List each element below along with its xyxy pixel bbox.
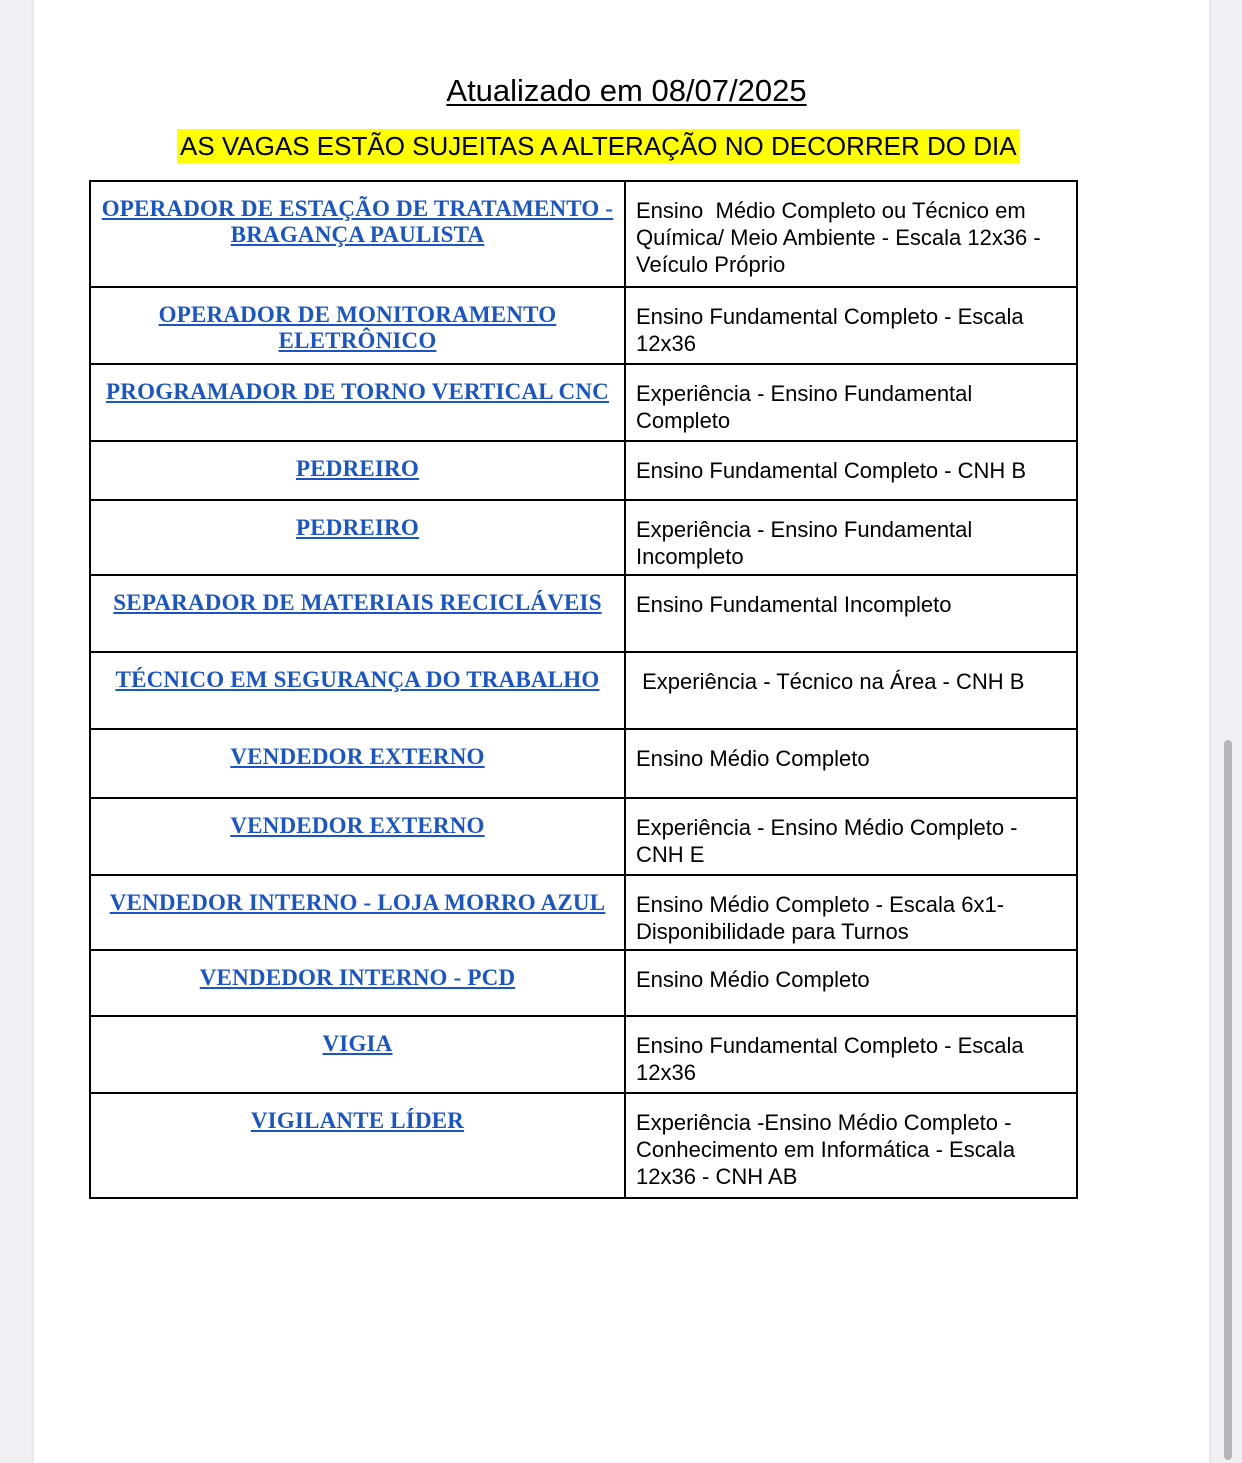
job-link[interactable]: SEPARADOR DE MATERIAIS RECICLÁVEIS [113, 590, 602, 615]
job-requirements: Experiência - Técnico na Área - CNH B [625, 652, 1077, 729]
job-requirements: Ensino Médio Completo ou Técnico em Química/ Meio Ambiente - Escala 12x36 - Veículo Próprio [625, 181, 1077, 287]
job-link[interactable]: PEDREIRO [295, 456, 419, 481]
job-requirements: Ensino Médio Completo - Escala 6x1- Disponibilidade para Turnos [625, 875, 1077, 950]
job-title-cell [90, 798, 625, 875]
document-page [34, 0, 1209, 1463]
job-requirements: Ensino Fundamental Incompleto [625, 575, 1077, 652]
table-row [90, 729, 1077, 798]
table-row [90, 1016, 1077, 1093]
table-row [90, 287, 1077, 364]
job-link[interactable]: VENDEDOR EXTERNO [230, 744, 485, 769]
vertical-scrollbar[interactable] [1224, 740, 1232, 1460]
job-requirements: Experiência -Ensino Médio Completo - Conhecimento em Informática - Escala 12x36 - CNH AB [625, 1093, 1077, 1198]
table-row [90, 950, 1077, 1016]
job-link[interactable]: VENDEDOR INTERNO - PCD [199, 965, 516, 990]
job-link[interactable]: OPERADOR DE MONITORAMENTO ELETRÔNICO [158, 302, 557, 353]
job-link[interactable]: VENDEDOR EXTERNO [230, 813, 485, 838]
table-row [90, 364, 1077, 441]
table-row [90, 575, 1077, 652]
table-row [90, 500, 1077, 575]
table-row [90, 181, 1077, 287]
notice-banner: AS VAGAS ESTÃO SUJEITAS A ALTERAÇÃO NO DECORRER DO DIA [177, 129, 1020, 163]
jobs-table [89, 180, 1078, 1199]
job-title-cell [90, 652, 625, 729]
job-link[interactable]: PROGRAMADOR DE TORNO VERTICAL CNC [106, 379, 609, 404]
job-requirements: Ensino Médio Completo [625, 950, 1077, 1016]
job-title-cell [90, 875, 625, 950]
job-requirements: Ensino Fundamental Completo - CNH B [625, 441, 1077, 500]
job-title-cell [90, 181, 625, 287]
job-link[interactable]: VIGIA [322, 1031, 393, 1056]
job-requirements: Ensino Fundamental Completo - Escala 12x36 [625, 287, 1077, 364]
job-title-cell [90, 500, 625, 575]
job-link[interactable]: PEDREIRO [295, 515, 419, 540]
job-requirements: Ensino Fundamental Completo - Escala 12x36 [625, 1016, 1077, 1093]
job-requirements: Experiência - Ensino Fundamental Incompleto [625, 500, 1077, 575]
job-title-cell [90, 1093, 625, 1198]
job-requirements: Ensino Médio Completo [625, 729, 1077, 798]
job-title-cell [90, 1016, 625, 1093]
page-title: Atualizado em 08/07/2025 [446, 73, 807, 108]
table-row [90, 1093, 1077, 1198]
job-link[interactable]: OPERADOR DE ESTAÇÃO DE TRATAMENTO - BRAGANÇA PAULISTA [101, 196, 614, 247]
table-row [90, 798, 1077, 875]
job-link[interactable]: VIGILANTE LÍDER [250, 1108, 465, 1133]
job-title-cell [90, 575, 625, 652]
job-title-cell [90, 287, 625, 364]
table-row [90, 652, 1077, 729]
job-link[interactable]: VENDEDOR INTERNO - LOJA MORRO AZUL [109, 890, 606, 915]
job-title-cell [90, 441, 625, 500]
job-link[interactable]: TÉCNICO EM SEGURANÇA DO TRABALHO [115, 667, 600, 692]
job-title-cell [90, 950, 625, 1016]
job-title-cell [90, 729, 625, 798]
table-row [90, 441, 1077, 500]
job-requirements: Experiência - Ensino Médio Completo - CNH E [625, 798, 1077, 875]
job-requirements: Experiência - Ensino Fundamental Completo [625, 364, 1077, 441]
job-title-cell [90, 364, 625, 441]
table-row [90, 875, 1077, 950]
